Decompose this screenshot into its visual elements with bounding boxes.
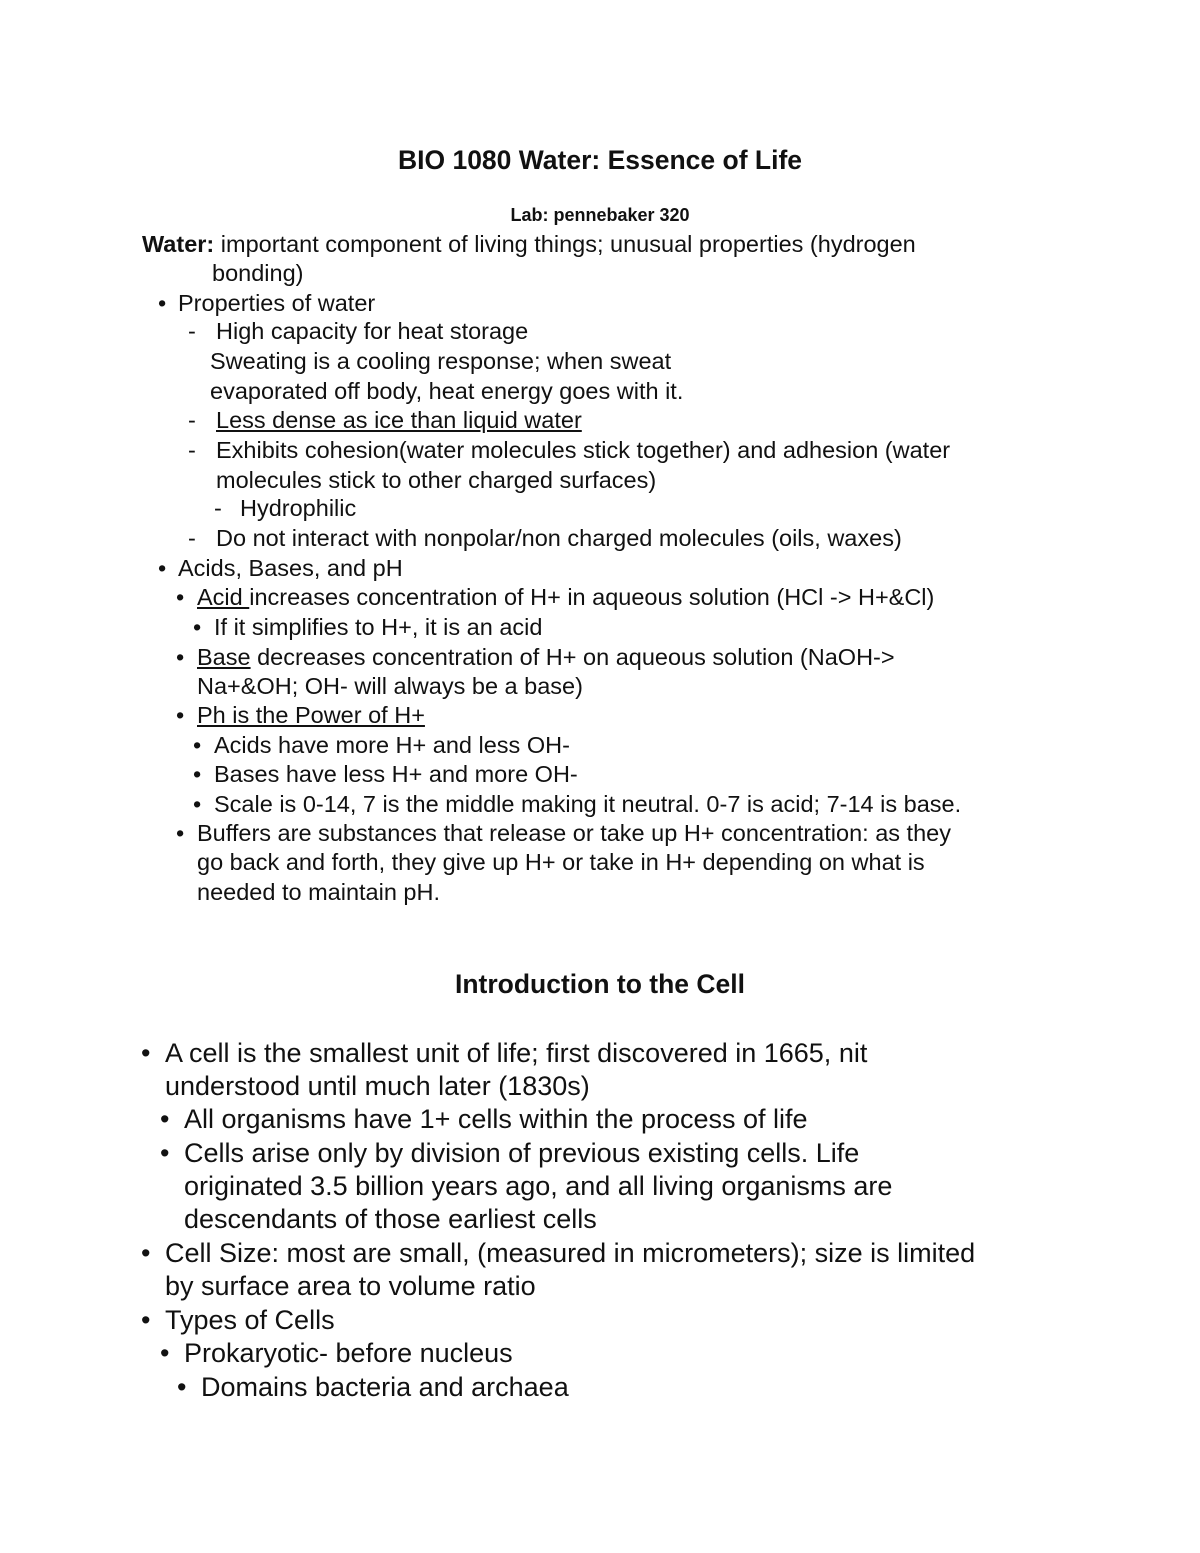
bullet-icon: • <box>176 702 185 728</box>
buffers-definition: Buffers are substances that release or take up H+ concentration: as they <box>197 820 951 846</box>
property-hydrophilic: Hydrophilic <box>240 495 357 521</box>
property-heat: High capacity for heat storage <box>216 318 529 344</box>
cell-point-size-cont: by surface area to volume ratio <box>165 1271 536 1301</box>
acid-definition: Acid increases concentration of H+ in aqueous solution (HCl -> H+&Cl) <box>197 584 935 610</box>
cell-point-division-end: descendants of those earliest cells <box>184 1204 597 1234</box>
ph-bases: Bases have less H+ and more OH- <box>214 761 578 787</box>
bullet-icon: • <box>141 1038 151 1068</box>
ph-scale: Scale is 0-14, 7 is the middle making it neutral. 0-7 is acid; 7-14 is base. <box>214 791 962 817</box>
bullet-icon: • <box>160 1104 170 1134</box>
bullet-icon: • <box>176 584 185 610</box>
document-title: BIO 1080 Water: Essence of Life <box>397 145 803 175</box>
bullet-icon: • <box>177 1372 187 1402</box>
cell-point-prokaryotic: Prokaryotic- before nucleus <box>184 1338 513 1368</box>
cell-point-types: Types of Cells <box>165 1305 335 1335</box>
acids-heading: Acids, Bases, and pH <box>178 555 403 581</box>
property-sweat: Sweating is a cooling response; when sweat <box>210 348 672 374</box>
acid-simplifies: If it simplifies to H+, it is an acid <box>214 614 543 640</box>
property-sweat-cont: evaporated off body, heat energy goes with it. <box>210 378 684 404</box>
dash-icon: - <box>214 495 222 521</box>
bullet-icon: • <box>193 732 202 758</box>
cell-point-division-cont: originated 3.5 billion years ago, and all living organisms are <box>184 1171 893 1201</box>
dash-icon: - <box>188 525 196 551</box>
water-definition <box>142 233 916 257</box>
water-text: important component of living things; unusual properties (hydrogen <box>214 231 916 257</box>
property-ice: Less dense as ice than liquid water <box>216 407 582 433</box>
bullet-icon: • <box>176 644 185 670</box>
properties-heading: Properties of water <box>178 290 376 316</box>
water-label: Water: <box>142 231 215 257</box>
dash-icon: - <box>188 407 196 433</box>
cell-point-size: Cell Size: most are small, (measured in micrometers); size is limited <box>165 1238 976 1268</box>
bullet-icon: • <box>141 1305 151 1335</box>
acid-term: Acid <box>197 584 250 610</box>
dash-icon: - <box>188 318 196 344</box>
cell-point-smallest: A cell is the smallest unit of life; first discovered in 1665, nit <box>165 1038 868 1068</box>
base-definition: Base decreases concentration of H+ on aqueous solution (NaOH-> <box>197 644 895 670</box>
bullet-icon: • <box>160 1338 170 1368</box>
bullet-icon: • <box>158 555 167 581</box>
bullet-icon: • <box>193 761 202 787</box>
bullet-icon: • <box>160 1138 170 1168</box>
dash-icon: - <box>188 437 196 463</box>
buffers-definition-end: needed to maintain pH. <box>197 879 440 905</box>
cell-heading: Introduction to the Cell <box>455 969 745 999</box>
base-definition-cont: Na+&OH; OH- will always be a base) <box>197 673 583 699</box>
cell-point-organisms: All organisms have 1+ cells within the process of life <box>184 1104 808 1134</box>
base-term: Base <box>197 644 251 670</box>
lab-location: Lab: pennebaker 320 <box>510 205 690 225</box>
bullet-icon: • <box>193 791 202 817</box>
cell-point-domains: Domains bacteria and archaea <box>201 1372 569 1402</box>
cell-point-smallest-cont: understood until much later (1830s) <box>165 1071 590 1101</box>
bullet-icon: • <box>141 1238 151 1268</box>
cell-point-division: Cells arise only by division of previous existing cells. Life <box>184 1138 860 1168</box>
property-cohesion: Exhibits cohesion(water molecules stick together) and adhesion (water <box>216 437 951 463</box>
property-cohesion-cont: molecules stick to other charged surfaces) <box>216 467 657 493</box>
ph-heading: Ph is the Power of H+ <box>197 702 425 728</box>
ph-acids: Acids have more H+ and less OH- <box>214 732 570 758</box>
bullet-icon: • <box>193 614 202 640</box>
water-text-cont: bonding) <box>212 260 304 286</box>
buffers-definition-cont: go back and forth, they give up H+ or take in H+ depending on what is <box>197 849 925 875</box>
property-nonpolar: Do not interact with nonpolar/non charged molecules (oils, waxes) <box>216 525 902 551</box>
bullet-icon: • <box>158 290 167 316</box>
bullet-icon: • <box>176 820 185 846</box>
